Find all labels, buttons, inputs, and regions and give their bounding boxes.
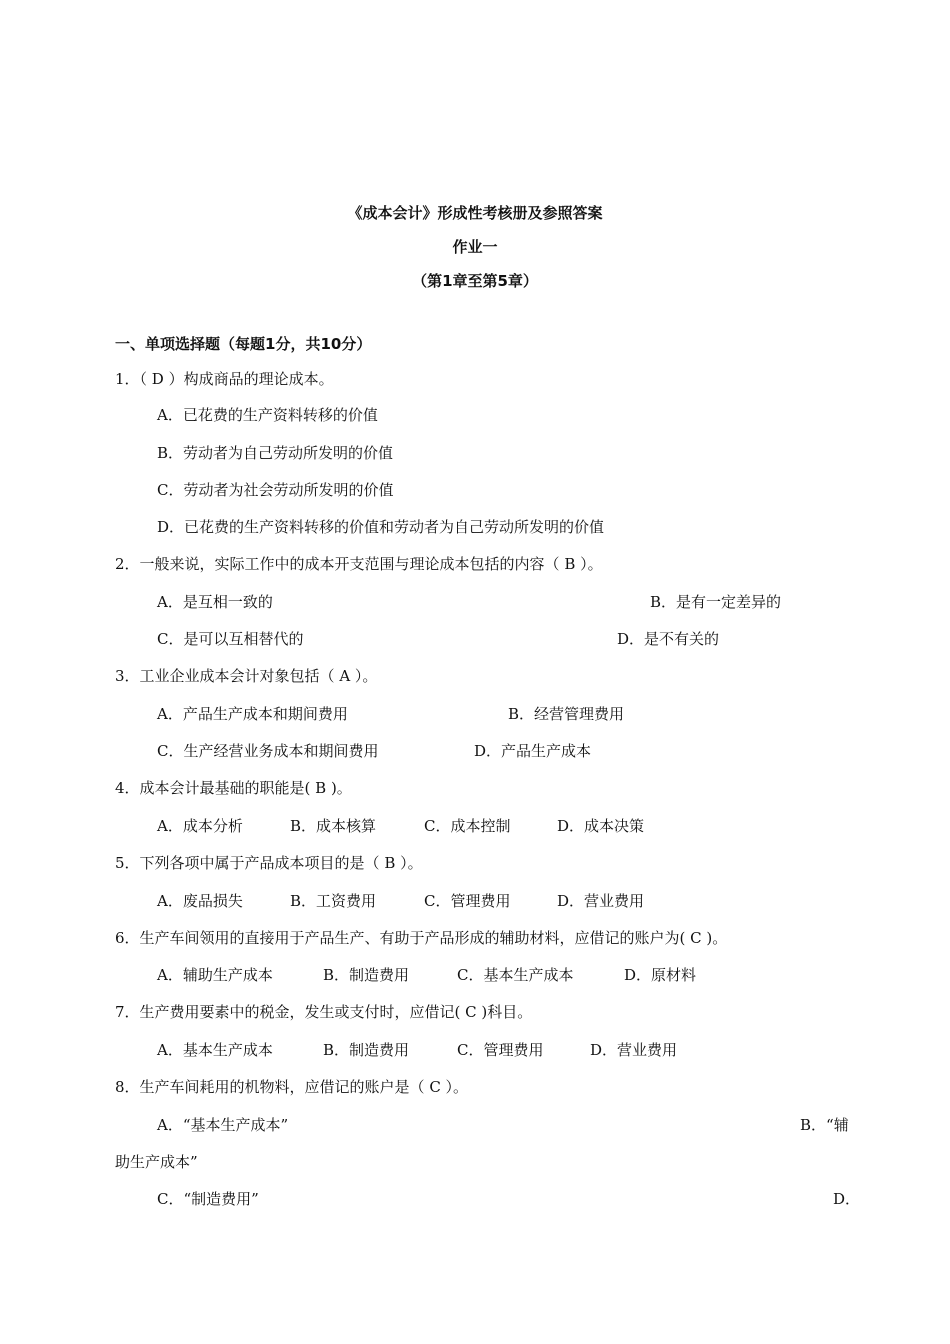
question-1-stem: 1．（ D ）构成商品的理论成本。 [115, 370, 334, 388]
question-4-option-d: D．成本决策 [557, 817, 645, 835]
question-6-option-c: C．基本生产成本 [457, 966, 574, 984]
chapter-range: （第1章至第5章） [412, 272, 538, 290]
question-5-stem: 5．下列各项中属于产品成本项目的是（ B ）。 [115, 854, 423, 872]
question-6-option-a: A．辅助生产成本 [157, 966, 273, 984]
question-6-option-d: D．原材料 [624, 966, 697, 984]
question-8-stem: 8．生产车间耗用的机物料，应借记的账户是（ C ）。 [115, 1078, 469, 1096]
question-3-option-d: D．产品生产成本 [474, 742, 592, 760]
document-title: 《成本会计》形成性考核册及参照答案 [347, 204, 603, 222]
question-8-option-c: C．“制造费用” [157, 1190, 259, 1208]
question-6-option-b: B．制造费用 [323, 966, 410, 984]
question-7-option-d: D．营业费用 [590, 1041, 678, 1059]
question-4-option-a: A．成本分析 [157, 817, 243, 835]
question-3-option-b: B．经营管理费用 [508, 705, 625, 723]
question-1-option-c: C．劳动者为社会劳动所发明的价值 [157, 481, 394, 499]
question-5-option-b: B．工资费用 [290, 892, 377, 910]
question-8-option-d: D． [833, 1190, 861, 1208]
question-4-option-c: C．成本控制 [424, 817, 511, 835]
question-5-option-d: D．营业费用 [557, 892, 645, 910]
question-2-option-b: B．是有一定差异的 [650, 593, 782, 611]
question-2-option-c: C．是可以互相替代的 [157, 630, 304, 648]
question-4-stem: 4．成本会计最基础的职能是( B )。 [115, 779, 352, 797]
question-2-option-d: D．是不有关的 [617, 630, 720, 648]
question-8-option-b: B．“辅 [800, 1116, 849, 1134]
assignment-subtitle: 作业一 [452, 238, 498, 256]
question-2-option-a: A．是互相一致的 [157, 593, 273, 611]
question-7-option-b: B．制造费用 [323, 1041, 410, 1059]
section-heading: 一、单项选择题（每题1分，共10分） [115, 335, 372, 353]
question-8-option-a: A．“基本生产成本” [157, 1116, 289, 1134]
question-7-option-a: A．基本生产成本 [157, 1041, 273, 1059]
question-1-option-b: B．劳动者为自己劳动所发明的价值 [157, 444, 394, 462]
question-8-option-b-continued: 助生产成本” [115, 1153, 198, 1171]
question-6-stem: 6．生产车间领用的直接用于产品生产、有助于产品形成的辅助材料，应借记的账户为( C )。 [115, 929, 728, 947]
question-1-option-a: A．已花费的生产资料转移的价值 [157, 406, 378, 424]
question-3-option-c: C．生产经营业务成本和期间费用 [157, 742, 379, 760]
question-7-option-c: C．管理费用 [457, 1041, 544, 1059]
question-5-option-c: C．管理费用 [424, 892, 511, 910]
question-4-option-b: B．成本核算 [290, 817, 377, 835]
question-7-stem: 7．生产费用要素中的税金，发生或支付时，应借记( C )科目。 [115, 1003, 533, 1021]
question-3-option-a: A．产品生产成本和期间费用 [157, 705, 348, 723]
question-1-option-d: D．已花费的生产资料转移的价值和劳动者为自己劳动所发明的价值 [157, 518, 605, 536]
question-5-option-a: A．废品损失 [157, 892, 243, 910]
question-3-stem: 3．工业企业成本会计对象包括（ A ）。 [115, 667, 378, 685]
question-2-stem: 2．一般来说，实际工作中的成本开支范围与理论成本包括的内容（ B ）。 [115, 555, 603, 573]
